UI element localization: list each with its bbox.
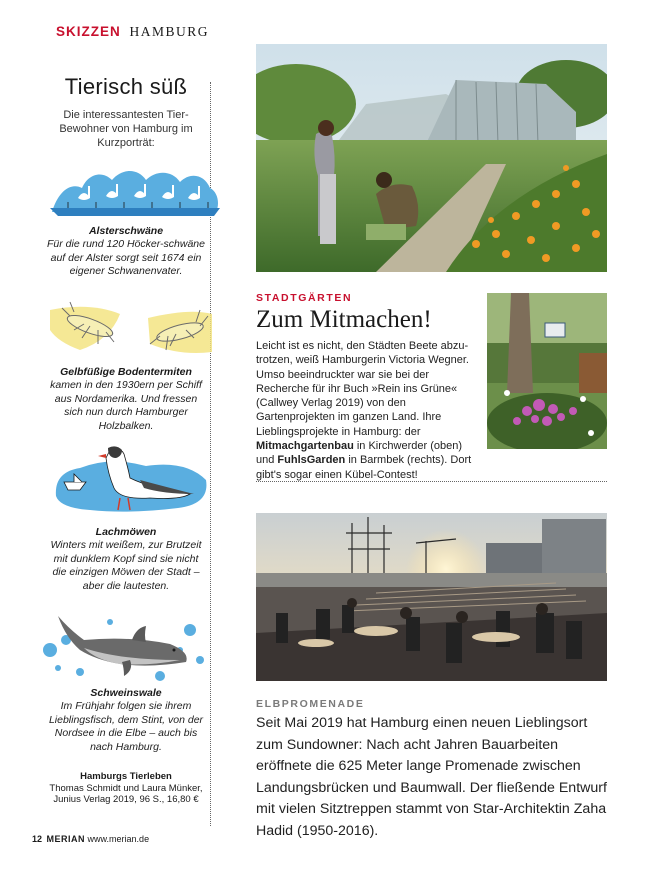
garden-photo — [256, 44, 607, 272]
article-body-text: in Kirchwerder (oben) und — [256, 440, 463, 467]
animal-name: Alsterschwäne — [88, 225, 164, 237]
footer-url[interactable]: www.merian.de — [87, 834, 150, 844]
page-footer — [32, 834, 149, 844]
page-number: 12 — [32, 834, 43, 844]
sidebar — [46, 70, 206, 150]
porpoise-icon — [40, 610, 212, 686]
animal-desc: Winters mit weißem, zur Brutzeit mit dunklem Kopf sind sie nicht die einzigen Möwen der Stadt – aber die lautesten. — [50, 539, 202, 592]
project-name: FuhlsGarden — [277, 454, 346, 467]
article-body-text: Leicht ist es nicht, den Städten Beete abzu-trotzen, weiß Hamburgerin Victoria Wegner. Umso beeindruckter war sie bei der Recherche für ihr Buch »Rein ins Grüne« (Callwey Verlag 2019) von den Gartenprojekten im ganzen Land. Ihre Lieblingsprojekte in Hamburg: der — [256, 340, 469, 438]
fuhlsgarden-photo — [487, 293, 607, 449]
termites-icon — [50, 300, 212, 358]
elbpromenade-photo — [256, 513, 607, 681]
animal-desc: Für die rund 120 Höcker-schwäne auf der Alster sorgt seit 1674 ein eigener Schwanenvater. — [47, 238, 205, 277]
article-kicker: ELBPROMENADE — [256, 698, 365, 710]
animal-desc: kamen in den 1930ern per Schiff aus Nordamerika. Und fressen sich nun durch Hamburger Holzbalken. — [50, 379, 202, 432]
animal-name: Schweinswale — [90, 687, 162, 699]
section-label: SKIZZEN — [56, 24, 121, 39]
animal-name: Lachmöwen — [95, 526, 157, 538]
magazine-brand: MERIAN — [46, 834, 86, 844]
swans-icon — [48, 164, 223, 220]
article-title: Zum Mitmachen! — [256, 306, 432, 333]
article-kicker: STADTGÄRTEN — [256, 292, 353, 304]
article-body-text: in Barmbek (rechts). Dort gibt's sogar einen Kübel-Contest! — [256, 454, 472, 481]
section-header — [56, 24, 209, 40]
animal-name: Gelbfüßige Bodentermiten — [60, 366, 192, 378]
animal-desc: Im Frühjahr folgen sie ihrem Lieblingsfisch, dem Stint, von der Nordsee in die Elbe – auch bis nach Hamburg. — [48, 700, 204, 753]
sidebar-title: Tierisch süß — [64, 74, 188, 99]
book-credit — [46, 771, 206, 806]
animal-swans — [46, 225, 206, 279]
animal-termites — [46, 366, 206, 433]
animal-gulls — [46, 526, 206, 593]
gull-icon — [50, 446, 212, 516]
book-credit-title: Hamburgs Tierleben — [80, 771, 172, 782]
article-body — [256, 339, 481, 482]
sidebar-intro: Die interessantesten Tier-Bewohner von Hamburg im Kurzporträt: — [59, 109, 193, 149]
section-divider — [256, 481, 607, 482]
animal-porpoises — [46, 687, 206, 754]
article-body: Seit Mai 2019 hat Hamburg einen neuen Lieblingsort zum Sundowner: Nach acht Jahren Bauarbeiten eröffnete die 625 Meter lange Promenade zwischen Landungsbrücken und Baumwall. Der fließende Entwurf mit vielen Sitztreppen stammt von Star-Architektin Zaha Hadid (1950-2016). — [256, 715, 607, 839]
section-city: HAMBURG — [129, 24, 210, 39]
book-credit-text: Thomas Schmidt und Laura Münker, Junius Verlag 2019, 96 S., 16,80 € — [49, 782, 203, 805]
project-name: Mitmachgartenbau — [256, 440, 354, 453]
